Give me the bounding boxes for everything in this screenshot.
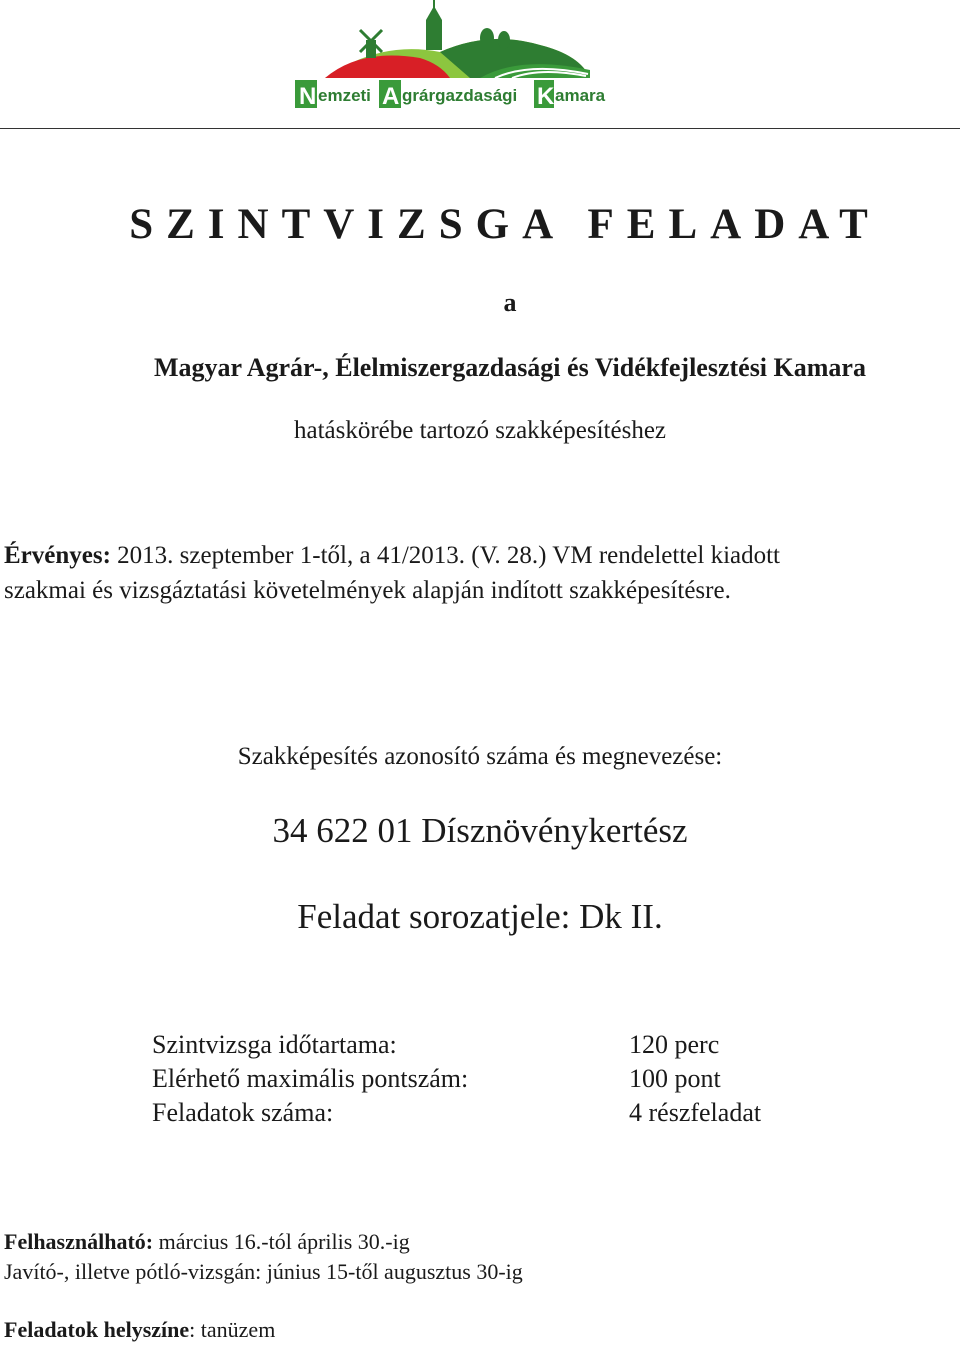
task-series: Feladat sorozatjele: Dk II. (297, 897, 663, 936)
exam-info-value: 4 részfeladat (629, 1098, 762, 1127)
validity-label: Érvényes: (4, 542, 111, 569)
validity-line-2: szakmai és vizsgáztatási követelmények alapján indított szakképesítésre. (4, 577, 731, 604)
validity-line-1 (4, 538, 954, 573)
exam-info-label: Elérhető maximális pontszám: (152, 1064, 469, 1093)
exam-info-label: Feladatok száma: (152, 1098, 334, 1127)
location-label: Feladatok helyszíne (4, 1317, 190, 1342)
chamber-name: Magyar Agrár-, Élelmiszergazdasági és Vidékfejlesztési Kamara (154, 353, 866, 382)
task-location (4, 1317, 275, 1343)
logo-letter-n: N (299, 83, 317, 110)
logo-text-1: emzeti (318, 86, 371, 105)
logo-text-2: grárgazdasági (402, 86, 518, 105)
qualification-name: 34 622 01 Dísznövénykertész (272, 811, 688, 850)
retake-period: Javító-, illetve pótló-vizsgán: június 15-től augusztus 30-ig (4, 1259, 523, 1284)
title-connector: a (503, 288, 517, 317)
usable-value: március 16.-tól április 30.-ig (153, 1229, 410, 1254)
logo-letter-a: A (382, 83, 400, 110)
validity-text-1: 2013. szeptember 1-től, a 41/2013. (V. 28.) VM rendelettel kiadott (110, 542, 781, 569)
usable-line (4, 1227, 523, 1257)
document-title: SZINTVIZSGA FELADAT (129, 201, 881, 248)
location-value: : tanüzem (189, 1317, 276, 1342)
validity-block (4, 538, 954, 608)
logo-letter-k: K (537, 83, 555, 110)
usable-label: Felhasználható: (4, 1229, 154, 1254)
scope-text: hatáskörébe tartozó szakképesítéshez (293, 417, 667, 444)
logo-graphic (290, 0, 615, 112)
qualification-label: Szakképesítés azonosító száma és megnevezése: (237, 743, 723, 770)
usable-period (4, 1227, 523, 1287)
logo-text-3: amara (555, 86, 606, 105)
exam-info-value: 100 pont (629, 1064, 721, 1093)
nak-logo (290, 0, 615, 112)
exam-info-label: Szintvizsga időtartama: (152, 1030, 397, 1059)
header-divider (0, 128, 960, 129)
exam-info-labels (152, 1028, 468, 1130)
exam-info-values (629, 1028, 761, 1130)
exam-info-value: 120 perc (629, 1030, 720, 1059)
